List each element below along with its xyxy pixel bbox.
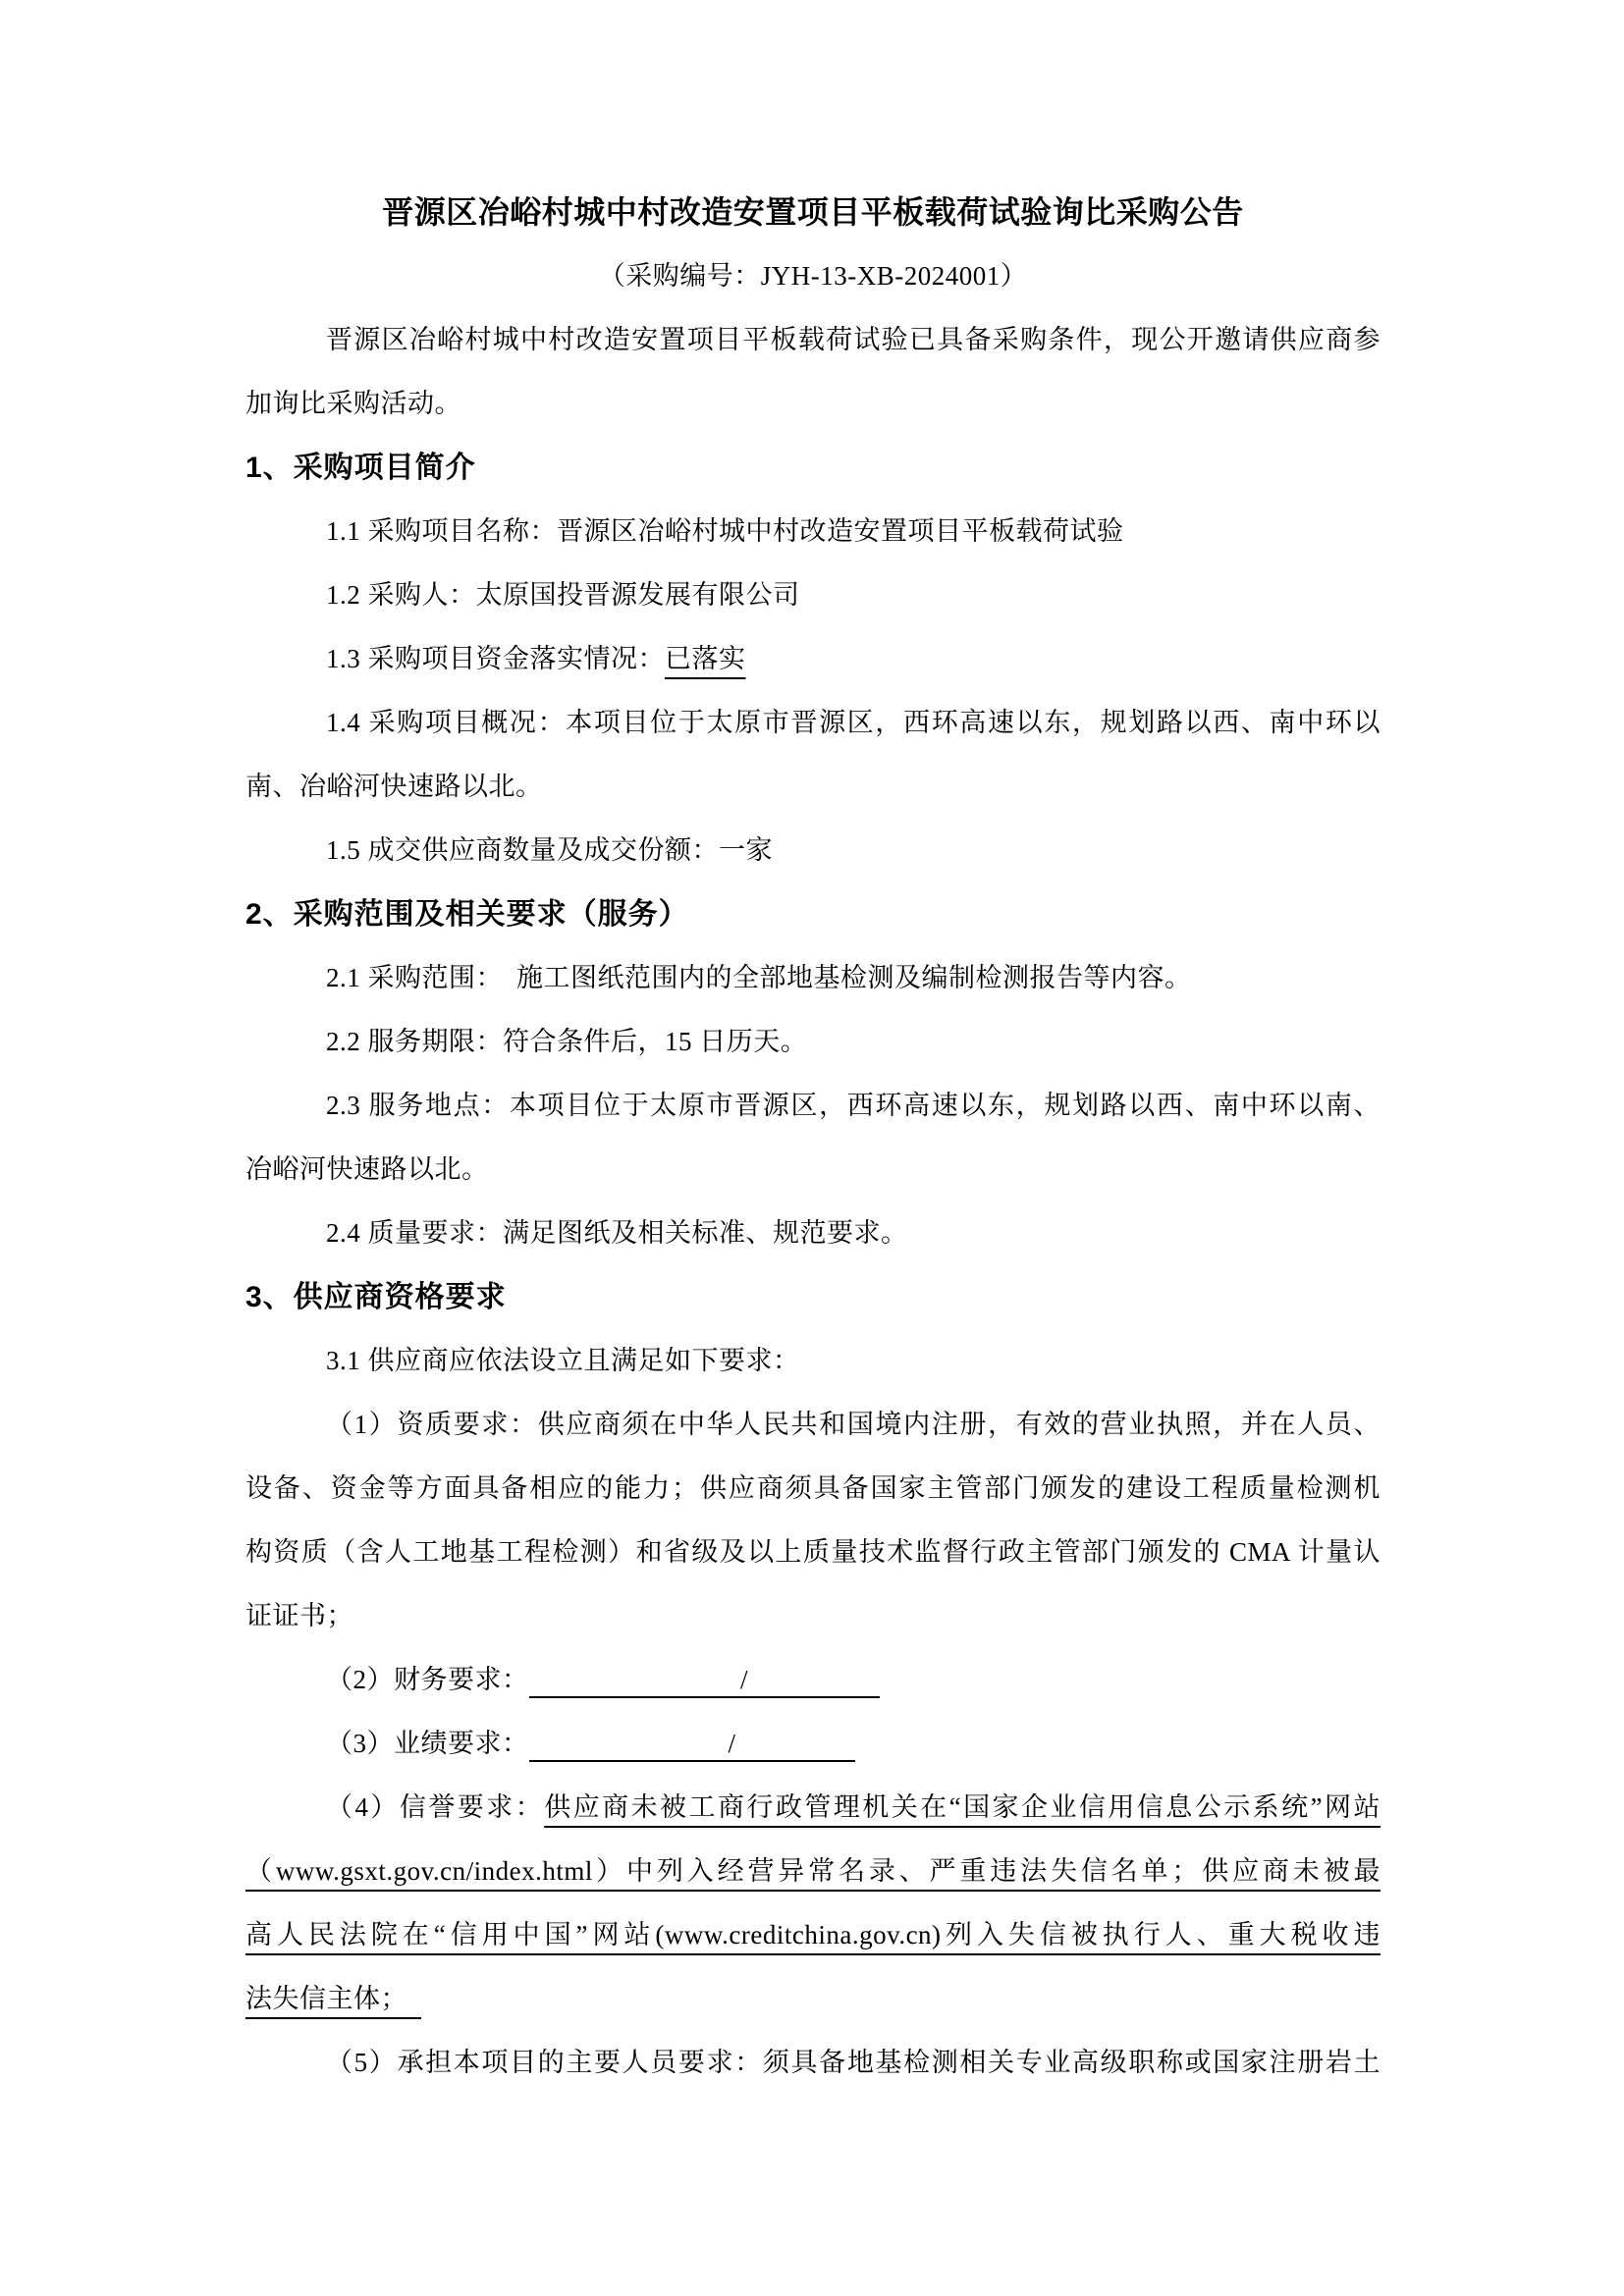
text-run: 加询比采购活动。 (245, 389, 461, 418)
req-1-line-3 (245, 1521, 1380, 1584)
item-2-2 (245, 1010, 1380, 1074)
page-title (245, 181, 1380, 244)
text-run: 晋源区冶峪村城中村改造安置项目平板载荷试验已具备采购条件，现公开邀请供应商参 (326, 325, 1380, 354)
req-1-line-2 (245, 1457, 1380, 1521)
text-run: 1.4 采购项目概况：本项目位于太原市晋源区，西环高速以东，规划路以西、南中环以 (326, 708, 1380, 737)
text-run: 1.2 采购人：太原国投晋源发展有限公司 (326, 580, 800, 610)
item-1-2 (245, 563, 1380, 627)
item-3-1 (245, 1329, 1380, 1393)
req-1-line-4 (245, 1584, 1380, 1648)
underlined-text: 供应商未被工商行政管理机关在“国家企业信用信息公示系统”网站 (544, 1792, 1381, 1822)
text-run: （3）业绩要求： (326, 1729, 529, 1758)
section-heading-2 (245, 882, 1380, 946)
text-run: （2）财务要求： (326, 1665, 529, 1694)
item-2-4 (245, 1201, 1380, 1265)
item-1-4-line-1 (245, 691, 1380, 755)
req-5 (245, 2031, 1380, 2095)
text-run: 设备、资金等方面具备相应的能力；供应商须具备国家主管部门颁发的建设工程质量检测机 (245, 1473, 1380, 1503)
underlined-text: 法失信主体； (245, 1984, 421, 2013)
text-run: （采购编号：JYH-13-XB-2024001） (598, 261, 1028, 291)
text-run: 2.4 质量要求：满足图纸及相关标准、规范要求。 (326, 1218, 908, 1248)
req-4-line-1 (245, 1776, 1380, 1840)
req-4-line-4 (245, 1967, 1380, 2031)
intro-line-2 (245, 372, 1380, 436)
procurement-number-line (245, 244, 1380, 308)
req-1-line-1 (245, 1393, 1380, 1457)
text-run: 1、采购项目简介 (245, 452, 476, 484)
item-2-3-line-2 (245, 1138, 1380, 1201)
text-run: 3.1 供应商应依法设立且满足如下要求： (326, 1346, 800, 1375)
text-run: 证证书； (245, 1601, 353, 1630)
text-run: 1.3 采购项目资金落实情况： (326, 644, 665, 673)
section-heading-1 (245, 436, 1380, 500)
item-1-1 (245, 500, 1380, 563)
blank-underline-field: / (529, 1731, 855, 1762)
text-run: 南、冶峪河快速路以北。 (245, 772, 543, 801)
text-run: 晋源区冶峪村城中村改造安置项目平板载荷试验询比采购公告 (382, 194, 1244, 230)
blank-underline-field: / (529, 1667, 880, 1698)
text-run: 2.1 采购范围： 施工图纸范围内的全部地基检测及编制检测报告等内容。 (326, 963, 1192, 992)
text-run: （4）信誉要求： (326, 1792, 545, 1822)
req-3 (245, 1712, 1380, 1776)
section-heading-3 (245, 1265, 1380, 1329)
item-2-3-line-1 (245, 1074, 1380, 1138)
item-1-3 (245, 627, 1380, 691)
text-run: 1.1 采购项目名称：晋源区冶峪村城中村改造安置项目平板载荷试验 (326, 516, 1124, 546)
req-4-line-3 (245, 1903, 1380, 1967)
req-2 (245, 1648, 1380, 1712)
underlined-text: （www.gsxt.gov.cn/index.html）中列入经营异常名录、严重违法失信名单；供应商未被最 (245, 1856, 1380, 1886)
intro-line-1 (245, 308, 1380, 372)
req-4-line-2 (245, 1840, 1380, 1903)
text-run: （5）承担本项目的主要人员要求：须具备地基检测相关专业高级职称或国家注册岩土 (326, 2048, 1380, 2077)
underlined-text: 高人民法院在“信用中国”网站(www.creditchina.gov.cn)列入失信被执行人、重大税收违 (245, 1920, 1380, 1949)
item-1-5 (245, 819, 1380, 882)
text-run: 1.5 成交供应商数量及成交份额：一家 (326, 835, 773, 865)
text-run: 构资质（含人工地基工程检测）和省级及以上质量技术监督行政主管部门颁发的 CMA 计量认 (245, 1537, 1380, 1567)
text-run: 2.2 服务期限：符合条件后，15 日历天。 (326, 1027, 808, 1056)
text-run: 2、采购范围及相关要求（服务） (245, 898, 689, 931)
document-content (245, 181, 1380, 2095)
text-run: （1）资质要求：供应商须在中华人民共和国境内注册，有效的营业执照，并在人员、 (326, 1410, 1380, 1439)
text-run: 3、供应商资格要求 (245, 1281, 507, 1313)
underlined-text: 已落实 (665, 644, 746, 673)
text-run: 2.3 服务地点：本项目位于太原市晋源区，西环高速以东，规划路以西、南中环以南、 (326, 1091, 1380, 1120)
item-2-1 (245, 946, 1380, 1010)
item-1-4-line-2 (245, 755, 1380, 819)
text-run: 冶峪河快速路以北。 (245, 1154, 489, 1184)
